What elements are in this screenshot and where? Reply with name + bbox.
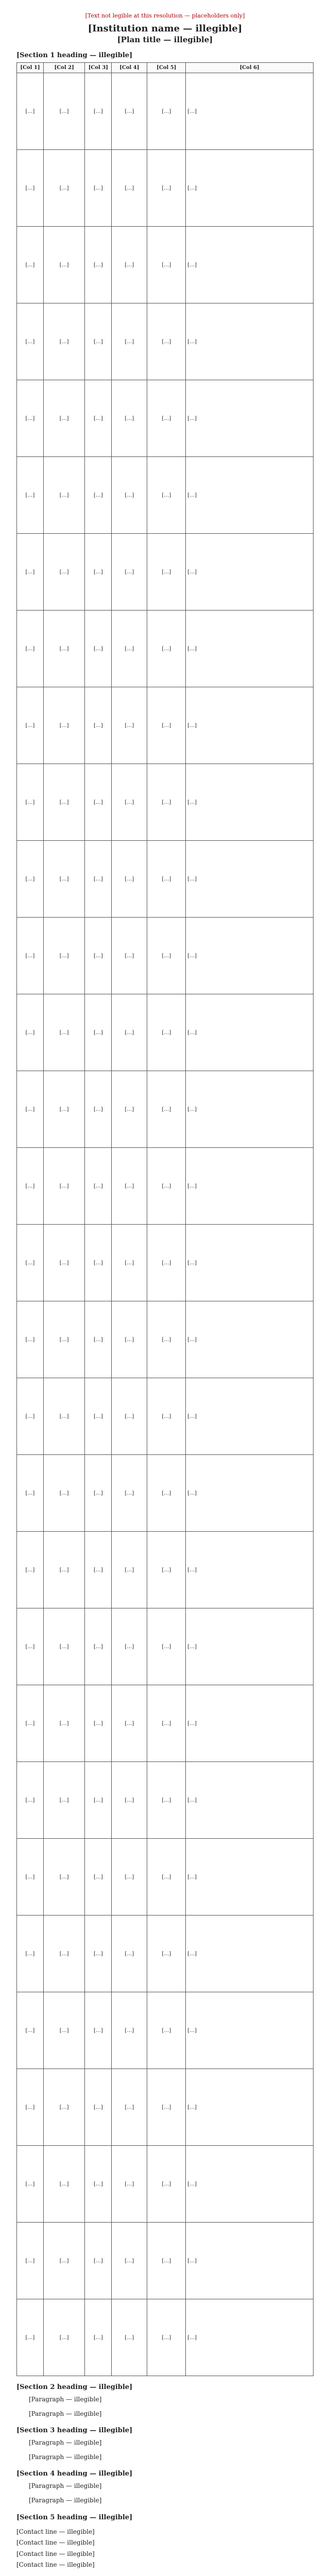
table-cell: […] [43,687,85,764]
table-cell: […] [43,73,85,150]
table-cell: […] [85,1301,112,1378]
table-cell: […] [186,841,314,918]
table-cell: […] [147,1455,186,1532]
table-cell: […] [85,1608,112,1685]
table-cell: […] [112,73,147,150]
table-cell: […] [186,1378,314,1455]
table-cell: […] [112,534,147,611]
table-cell: […] [17,2146,44,2223]
table-cell: […] [112,227,147,303]
table-cell: […] [186,1225,314,1301]
table-cell: […] [112,1301,147,1378]
table-cell: […] [17,1378,44,1455]
table-cell: […] [147,994,186,1071]
column-header: [Col 1] [17,63,44,73]
table-cell: […] [85,1762,112,1839]
table-cell: […] [147,303,186,380]
table-cell: […] [112,611,147,687]
table-cell: […] [17,1992,44,2069]
table-cell: […] [186,918,314,994]
table-cell: […] [147,457,186,534]
table-cell: […] [85,1916,112,1992]
table-cell: […] [112,1916,147,1992]
document-title: [Institution name — illegible] [88,23,242,34]
table-cell: […] [85,1071,112,1148]
table-cell: […] [186,457,314,534]
table-cell: […] [43,764,85,841]
table-cell: […] [85,1148,112,1225]
table-cell: […] [17,1532,44,1608]
table-cell: […] [147,2069,186,2146]
contact-block [16,2527,314,2571]
table-cell: […] [186,1762,314,1839]
table-row [17,303,314,380]
table-row [17,227,314,303]
positions-table [16,62,314,2376]
table-cell: […] [17,303,44,380]
table-cell: […] [17,380,44,457]
table-row [17,918,314,994]
table-cell: […] [147,73,186,150]
contact-line: [Contact line — illegible] [16,2528,95,2535]
table-cell: […] [17,841,44,918]
contact-line: [Contact line — illegible] [16,2561,95,2569]
table-cell: […] [112,1148,147,1225]
table-cell: […] [17,994,44,1071]
table-cell: […] [43,457,85,534]
column-header: [Col 6] [186,63,314,73]
table-row [17,1071,314,1148]
table-cell: […] [147,534,186,611]
table-cell: […] [85,303,112,380]
table-cell: […] [112,303,147,380]
table-cell: […] [17,457,44,534]
table-row [17,1378,314,1455]
table-cell: […] [17,918,44,994]
section-heading-3: [Section 3 heading — illegible] [16,2427,133,2435]
placeholder-notice: [Text not legible at this resolution — placeholders only] [85,12,245,19]
table-cell: […] [17,1762,44,1839]
table-cell: […] [17,611,44,687]
table-cell: […] [17,687,44,764]
table-cell: […] [186,994,314,1071]
table-cell: […] [186,611,314,687]
table-cell: […] [147,841,186,918]
table-row [17,841,314,918]
table-cell: […] [112,1992,147,2069]
table-cell: […] [147,1148,186,1225]
table-cell: […] [147,918,186,994]
table-row [17,2146,314,2223]
table-cell: […] [112,1225,147,1301]
table-cell: […] [112,1378,147,1455]
table-cell: […] [147,1992,186,2069]
document-subtitle: [Plan title — illegible] [117,35,213,44]
table-cell: […] [147,1839,186,1916]
table-row [17,1839,314,1916]
table-cell: […] [85,2146,112,2223]
table-cell: […] [43,1916,85,1992]
table-row [17,457,314,534]
table-row [17,380,314,457]
table-cell: […] [186,1455,314,1532]
table-cell: […] [17,227,44,303]
table-cell: […] [85,2299,112,2376]
table-cell: […] [186,2146,314,2223]
table-cell: […] [186,687,314,764]
table-cell: […] [112,1455,147,1532]
table-cell: […] [43,1532,85,1608]
table-row [17,764,314,841]
table-cell: […] [147,1301,186,1378]
table-cell: […] [186,150,314,227]
table-cell: […] [43,1762,85,1839]
table-cell: […] [85,687,112,764]
table-cell: […] [43,1992,85,2069]
table-row [17,994,314,1071]
table-cell: […] [43,1608,85,1685]
table-cell: […] [43,303,85,380]
table-cell: […] [112,918,147,994]
table-cell: […] [147,227,186,303]
table-cell: […] [112,1685,147,1762]
table-cell: […] [186,534,314,611]
table-cell: […] [186,1148,314,1225]
table-cell: […] [186,73,314,150]
table-cell: […] [17,1225,44,1301]
table-cell: […] [43,1148,85,1225]
table-cell: […] [17,1839,44,1916]
table-row [17,1992,314,2069]
table-cell: […] [186,380,314,457]
table-header-row [17,63,314,73]
table-cell: […] [17,534,44,611]
section-heading-4: [Section 4 heading — illegible] [16,2470,133,2478]
table-cell: […] [147,1608,186,1685]
table-cell: […] [85,1532,112,1608]
table-cell: […] [147,1762,186,1839]
table-cell: […] [112,2223,147,2299]
note-paragraph: [Paragraph — illegible] [29,2496,102,2504]
table-row [17,1916,314,1992]
table-cell: […] [43,1378,85,1455]
table-row [17,1301,314,1378]
table-row [17,1455,314,1532]
table-cell: […] [43,1225,85,1301]
table-row [17,1608,314,1685]
table-cell: […] [147,1532,186,1608]
table-cell: […] [85,534,112,611]
table-cell: […] [147,2299,186,2376]
table-cell: […] [17,1455,44,1532]
table-cell: […] [186,2223,314,2299]
note-paragraph: [Paragraph — illegible] [29,2410,102,2417]
table-cell: […] [43,841,85,918]
table-cell: […] [85,841,112,918]
column-header: [Col 4] [112,63,147,73]
table-cell: […] [85,918,112,994]
contact-line: [Contact line — illegible] [16,2539,95,2547]
note-paragraph: [Paragraph — illegible] [29,2482,102,2490]
column-header: [Col 3] [85,63,112,73]
table-cell: […] [43,1839,85,1916]
table-cell: […] [43,2146,85,2223]
table-cell: […] [43,2069,85,2146]
table-cell: […] [85,764,112,841]
table-cell: […] [112,994,147,1071]
table-cell: […] [186,1608,314,1685]
table-cell: […] [43,534,85,611]
table-cell: […] [17,2223,44,2299]
table-cell: […] [186,1839,314,1916]
note-paragraph: [Paragraph — illegible] [29,2396,102,2403]
table-cell: […] [186,1532,314,1608]
table-cell: […] [147,1071,186,1148]
table-cell: […] [17,1071,44,1148]
table-row [17,2223,314,2299]
table-cell: […] [112,457,147,534]
table-cell: […] [17,1148,44,1225]
table-cell: […] [147,2223,186,2299]
table-cell: […] [112,1071,147,1148]
table-cell: […] [147,764,186,841]
table-cell: […] [85,2069,112,2146]
table-cell: […] [43,918,85,994]
section-heading-2: [Section 2 heading — illegible] [16,2383,133,2391]
section-heading-1: [Section 1 heading — illegible] [16,52,133,59]
table-cell: […] [112,1839,147,1916]
table-body [17,73,314,2376]
table-cell: […] [186,1301,314,1378]
table-cell: […] [186,1992,314,2069]
column-header: [Col 2] [43,63,85,73]
table-row [17,1148,314,1225]
table-cell: […] [85,1455,112,1532]
table-row [17,150,314,227]
table-cell: […] [85,611,112,687]
table-cell: […] [112,2146,147,2223]
table-cell: […] [147,1225,186,1301]
table-cell: […] [147,1685,186,1762]
table-cell: […] [147,380,186,457]
table-cell: […] [17,1685,44,1762]
contact-line: [Contact line — illegible] [16,2550,95,2557]
table-cell: […] [186,2299,314,2376]
table-cell: […] [43,1455,85,1532]
table-cell: […] [186,227,314,303]
table-cell: […] [85,380,112,457]
table-row [17,687,314,764]
table-cell: […] [43,611,85,687]
table-row [17,2299,314,2376]
table-cell: […] [85,457,112,534]
table-cell: […] [112,1608,147,1685]
table-cell: […] [147,150,186,227]
table-cell: […] [17,2069,44,2146]
table-cell: […] [147,1916,186,1992]
table-cell: […] [43,2299,85,2376]
table-cell: […] [85,1225,112,1301]
table-cell: […] [43,1685,85,1762]
table-cell: […] [186,764,314,841]
table-cell: […] [43,227,85,303]
table-cell: […] [147,687,186,764]
table-cell: […] [147,2146,186,2223]
table-cell: […] [186,1916,314,1992]
table-cell: […] [112,150,147,227]
table-cell: […] [112,764,147,841]
table-cell: […] [43,1071,85,1148]
table-cell: […] [85,150,112,227]
table-cell: […] [43,994,85,1071]
table-cell: […] [17,764,44,841]
table-cell: […] [186,1071,314,1148]
table-cell: […] [112,1762,147,1839]
notes-block-3 [16,2481,314,2506]
table-row [17,534,314,611]
table-cell: […] [43,380,85,457]
table-cell: […] [85,1378,112,1455]
section-heading-5: [Section 5 heading — illegible] [16,2513,133,2521]
table-cell: […] [85,227,112,303]
table-row [17,1685,314,1762]
table-cell: […] [17,1916,44,1992]
table-cell: […] [112,2299,147,2376]
notes-block-2 [16,2437,314,2463]
table-cell: […] [17,1608,44,1685]
note-paragraph: [Paragraph — illegible] [29,2439,102,2447]
note-paragraph: [Paragraph — illegible] [29,2453,102,2461]
table-cell: […] [186,2069,314,2146]
table-row [17,611,314,687]
table-cell: […] [147,611,186,687]
table-cell: […] [112,687,147,764]
table-cell: […] [112,1532,147,1608]
table-row [17,73,314,150]
table-cell: […] [186,1685,314,1762]
table-cell: […] [43,150,85,227]
table-cell: […] [17,1301,44,1378]
table-cell: […] [112,2069,147,2146]
table-cell: […] [112,380,147,457]
table-row [17,2069,314,2146]
table-cell: […] [85,73,112,150]
column-header: [Col 5] [147,63,186,73]
table-row [17,1762,314,1839]
table-cell: […] [43,1301,85,1378]
table-cell: […] [43,2223,85,2299]
table-cell: […] [85,1839,112,1916]
table-cell: […] [17,2299,44,2376]
table-cell: […] [85,1685,112,1762]
table-cell: […] [17,150,44,227]
table-cell: […] [112,841,147,918]
table-cell: […] [147,1378,186,1455]
table-cell: […] [85,2223,112,2299]
table-cell: […] [85,994,112,1071]
table-cell: […] [85,1992,112,2069]
table-cell: […] [17,73,44,150]
table-row [17,1225,314,1301]
notes-block-1 [16,2394,314,2419]
table-cell: […] [186,303,314,380]
table-row [17,1532,314,1608]
